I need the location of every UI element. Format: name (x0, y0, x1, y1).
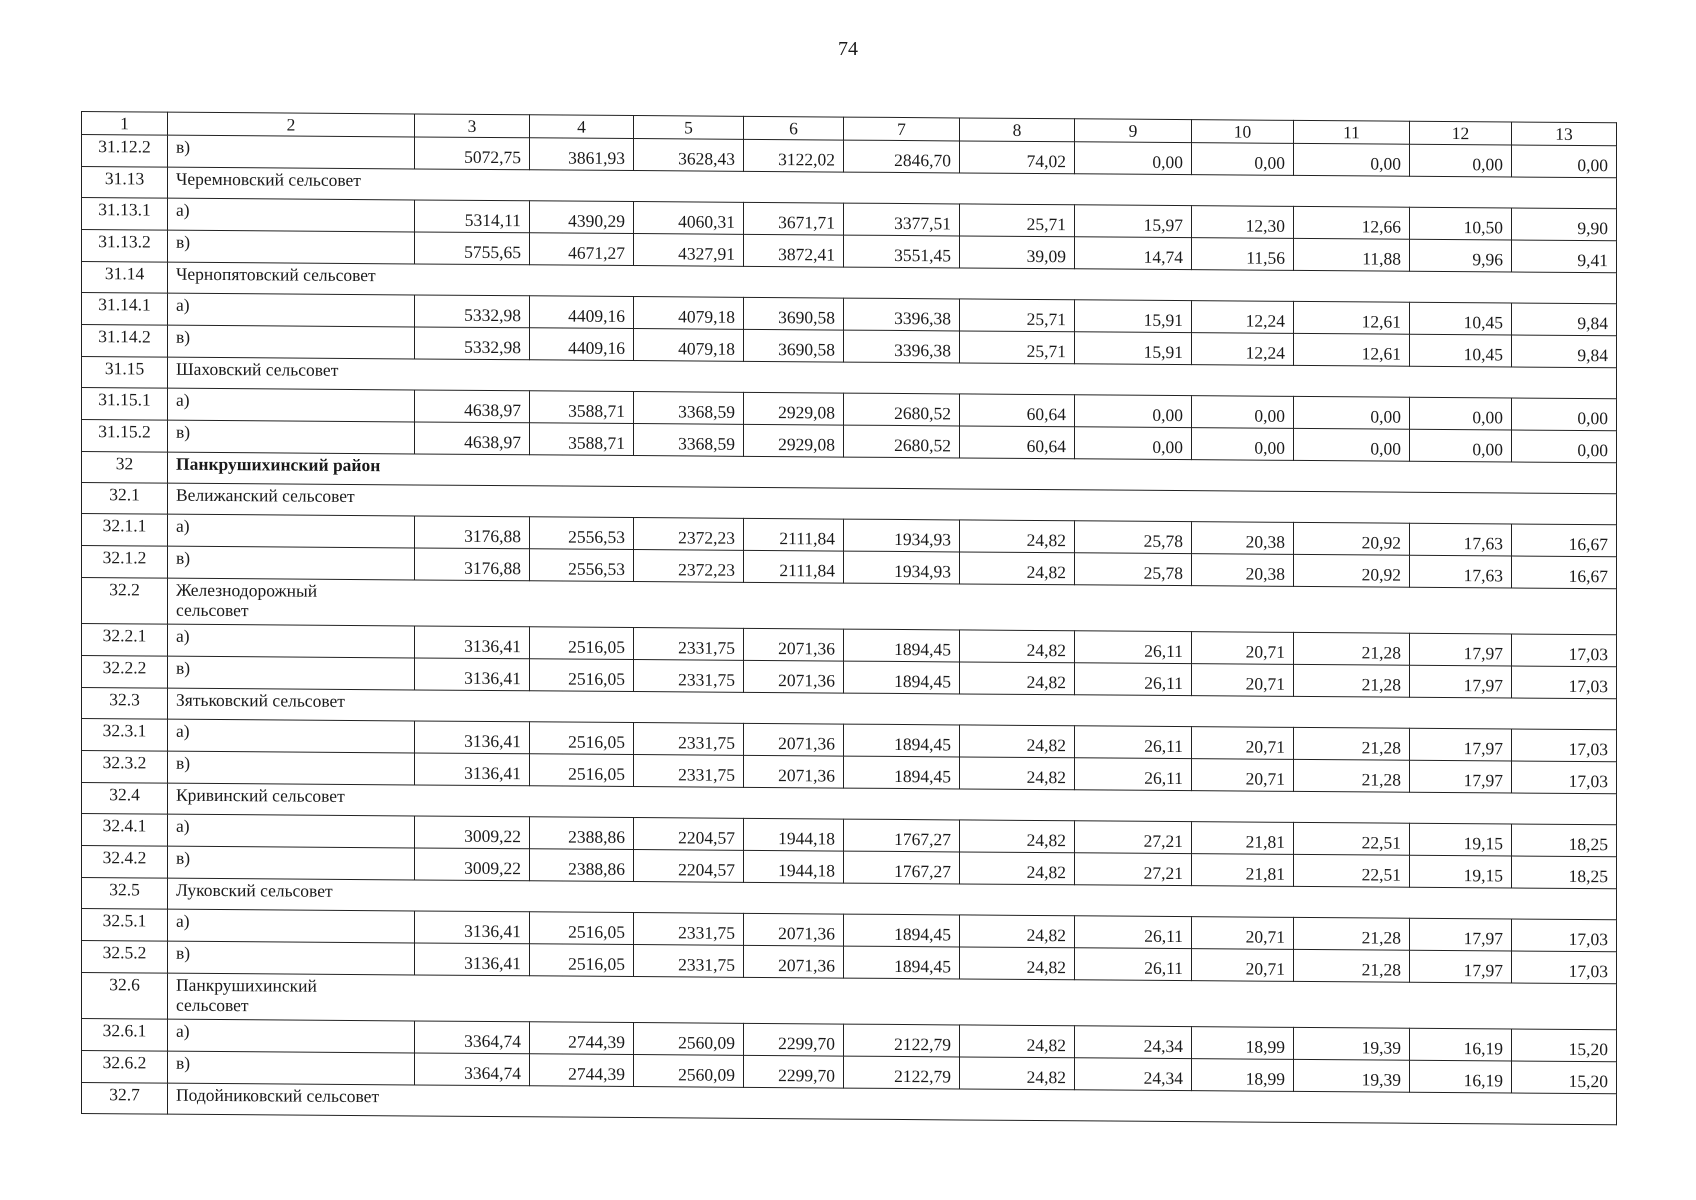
row-code: 32.1.1 (82, 514, 168, 547)
value-cell: 26,11 (1075, 916, 1192, 949)
value-cell: 2516,05 (530, 722, 634, 755)
row-label: в) (168, 846, 415, 880)
value-cell: 21,28 (1294, 759, 1410, 792)
value-cell: 3136,41 (415, 943, 530, 976)
value-cell: 2556,53 (530, 517, 634, 550)
row-label: в) (168, 420, 415, 454)
tariff-table (81, 111, 1617, 1125)
value-cell: 1767,27 (844, 819, 960, 852)
value-cell: 24,82 (960, 820, 1075, 853)
value-cell: 3377,51 (844, 203, 960, 236)
value-cell: 24,82 (960, 852, 1075, 885)
value-cell: 26,11 (1075, 758, 1192, 791)
value-cell: 3368,59 (634, 392, 744, 425)
row-label: в) (168, 325, 415, 359)
value-cell: 12,24 (1192, 301, 1294, 334)
section-name-text: Железнодорожный сельсовет (176, 579, 318, 621)
row-code: 32.2.2 (82, 656, 168, 689)
value-cell: 11,88 (1294, 238, 1410, 271)
value-cell: 18,25 (1512, 824, 1617, 857)
value-cell: 3396,38 (844, 298, 960, 331)
section-name: Велижанский сельсовет (168, 483, 1617, 525)
value-cell: 20,71 (1192, 917, 1294, 950)
section-name: Зятьковский сельсовет (168, 688, 1617, 730)
value-cell: 25,71 (960, 331, 1075, 364)
value-cell: 26,11 (1075, 726, 1192, 759)
value-cell: 26,11 (1075, 663, 1192, 696)
value-cell: 3588,71 (530, 391, 634, 424)
value-cell: 24,82 (960, 725, 1075, 758)
value-cell: 3136,41 (415, 626, 530, 659)
column-header: 5 (634, 116, 744, 140)
value-cell: 4671,27 (530, 233, 634, 266)
value-cell: 3009,22 (415, 816, 530, 849)
value-cell: 2516,05 (530, 912, 634, 945)
value-cell: 3690,58 (744, 297, 844, 330)
value-cell: 2929,08 (744, 392, 844, 425)
value-cell: 2516,05 (530, 944, 634, 977)
value-cell: 2331,75 (634, 945, 744, 978)
value-cell: 5314,11 (415, 200, 530, 233)
row-label: в) (168, 230, 415, 264)
section-name: Панкрушихинский район (168, 452, 1617, 494)
value-cell: 2556,53 (530, 549, 634, 582)
value-cell: 1944,18 (744, 850, 844, 883)
value-cell: 2560,09 (634, 1023, 744, 1056)
value-cell: 4060,31 (634, 202, 744, 235)
column-header: 9 (1075, 119, 1192, 143)
value-cell: 24,82 (960, 757, 1075, 790)
value-cell: 17,63 (1410, 555, 1512, 588)
value-cell: 0,00 (1512, 145, 1617, 178)
value-cell: 2071,36 (744, 628, 844, 661)
value-cell: 2388,86 (530, 849, 634, 882)
value-cell: 0,00 (1294, 428, 1410, 461)
row-code: 32.4.1 (82, 814, 168, 847)
row-code: 31.13 (82, 167, 168, 199)
value-cell: 2331,75 (634, 755, 744, 788)
value-cell: 2299,70 (744, 1055, 844, 1088)
column-header: 2 (168, 112, 415, 137)
value-cell: 5332,98 (415, 295, 530, 328)
value-cell: 2071,36 (744, 723, 844, 756)
section-name: Шаховский сельсовет (168, 357, 1617, 399)
value-cell: 3551,45 (844, 235, 960, 268)
row-label: в) (168, 1051, 415, 1085)
value-cell: 4409,16 (530, 296, 634, 329)
row-code: 31.12.2 (82, 135, 168, 168)
section-name: Чернопятовский сельсовет (168, 262, 1617, 304)
value-cell: 1934,93 (844, 519, 960, 552)
value-cell: 2516,05 (530, 659, 634, 692)
row-label: а) (168, 624, 415, 658)
value-cell: 20,92 (1294, 554, 1410, 587)
value-cell: 16,19 (1410, 1060, 1512, 1093)
value-cell: 0,00 (1192, 143, 1294, 176)
value-cell: 2331,75 (634, 723, 744, 756)
section-name: Подойниковский сельсовет (168, 1083, 1617, 1125)
row-code: 31.15 (82, 357, 168, 389)
row-code: 32.7 (82, 1083, 168, 1115)
row-code: 31.14.1 (82, 293, 168, 326)
value-cell: 3136,41 (415, 658, 530, 691)
row-label: а) (168, 719, 415, 753)
value-cell: 26,11 (1075, 948, 1192, 981)
value-cell: 15,20 (1512, 1029, 1617, 1062)
row-code: 32.6 (82, 973, 168, 1020)
value-cell: 21,81 (1192, 822, 1294, 855)
value-cell: 12,24 (1192, 333, 1294, 366)
value-cell: 24,82 (960, 630, 1075, 663)
value-cell: 21,28 (1294, 632, 1410, 665)
value-cell: 2680,52 (844, 393, 960, 426)
value-cell: 1767,27 (844, 851, 960, 884)
value-cell: 14,74 (1075, 237, 1192, 270)
value-cell: 24,82 (960, 662, 1075, 695)
row-code: 32.4 (82, 783, 168, 815)
value-cell: 2680,52 (844, 425, 960, 458)
value-cell: 0,00 (1075, 142, 1192, 175)
value-cell: 3872,41 (744, 234, 844, 267)
value-cell: 2372,23 (634, 518, 744, 551)
value-cell: 0,00 (1294, 396, 1410, 429)
value-cell: 2122,79 (844, 1024, 960, 1057)
value-cell: 2331,75 (634, 660, 744, 693)
row-code: 31.13.1 (82, 198, 168, 231)
value-cell: 24,82 (960, 552, 1075, 585)
value-cell: 15,97 (1075, 205, 1192, 238)
column-header: 8 (960, 118, 1075, 142)
value-cell: 1894,45 (844, 724, 960, 757)
value-cell: 0,00 (1410, 429, 1512, 462)
value-cell: 24,82 (960, 520, 1075, 553)
value-cell: 3690,58 (744, 329, 844, 362)
value-cell: 12,30 (1192, 206, 1294, 239)
value-cell: 0,00 (1192, 428, 1294, 461)
section-name: Черемновский сельсовет (168, 167, 1617, 209)
value-cell: 1894,45 (844, 914, 960, 947)
row-label: а) (168, 514, 415, 548)
value-cell: 19,39 (1294, 1027, 1410, 1060)
section-name-text: Панкрушихинский сельсовет (176, 974, 317, 1016)
value-cell: 12,66 (1294, 206, 1410, 239)
value-cell: 2204,57 (634, 818, 744, 851)
row-code: 32 (82, 452, 168, 484)
value-cell: 19,15 (1410, 855, 1512, 888)
section-name: Кривинский сельсовет (168, 783, 1617, 825)
value-cell: 17,97 (1410, 665, 1512, 698)
value-cell: 0,00 (1192, 396, 1294, 429)
value-cell: 3122,02 (744, 139, 844, 172)
value-cell: 25,78 (1075, 553, 1192, 586)
value-cell: 24,82 (960, 947, 1075, 980)
value-cell: 9,84 (1512, 303, 1617, 336)
value-cell: 17,03 (1512, 761, 1617, 794)
value-cell: 21,28 (1294, 917, 1410, 950)
row-code: 32.3 (82, 688, 168, 720)
value-cell: 20,71 (1192, 632, 1294, 665)
value-cell: 1944,18 (744, 818, 844, 851)
value-cell: 17,03 (1512, 666, 1617, 699)
value-cell: 0,00 (1075, 395, 1192, 428)
value-cell: 1894,45 (844, 756, 960, 789)
row-label: а) (168, 909, 415, 943)
value-cell: 17,97 (1410, 918, 1512, 951)
column-header: 13 (1512, 122, 1617, 146)
value-cell: 5755,65 (415, 232, 530, 265)
value-cell: 0,00 (1294, 143, 1410, 176)
value-cell: 17,03 (1512, 729, 1617, 762)
value-cell: 17,63 (1410, 523, 1512, 556)
value-cell: 60,64 (960, 394, 1075, 427)
value-cell: 20,92 (1294, 522, 1410, 555)
value-cell: 26,11 (1075, 631, 1192, 664)
row-label: а) (168, 814, 415, 848)
value-cell: 2388,86 (530, 817, 634, 850)
row-label: а) (168, 1019, 415, 1053)
value-cell: 22,51 (1294, 854, 1410, 887)
value-cell: 21,81 (1192, 854, 1294, 887)
row-label: а) (168, 388, 415, 422)
value-cell: 3588,71 (530, 423, 634, 456)
value-cell: 18,25 (1512, 856, 1617, 889)
row-code: 32.4.2 (82, 846, 168, 879)
row-label: в) (168, 751, 415, 785)
value-cell: 2331,75 (634, 913, 744, 946)
value-cell: 2516,05 (530, 754, 634, 787)
column-header: 7 (844, 117, 960, 141)
value-cell: 18,99 (1192, 1027, 1294, 1060)
value-cell: 9,96 (1410, 239, 1512, 272)
column-header: 3 (415, 114, 530, 138)
value-cell: 74,02 (960, 141, 1075, 174)
value-cell: 3009,22 (415, 848, 530, 881)
value-cell: 2111,84 (744, 550, 844, 583)
value-cell: 3364,74 (415, 1021, 530, 1054)
row-code: 32.3.2 (82, 751, 168, 784)
value-cell: 3176,88 (415, 548, 530, 581)
value-cell: 2122,79 (844, 1056, 960, 1089)
value-cell: 1934,93 (844, 551, 960, 584)
value-cell: 9,90 (1512, 208, 1617, 241)
value-cell: 2744,39 (530, 1022, 634, 1055)
value-cell: 9,41 (1512, 240, 1617, 273)
value-cell: 1894,45 (844, 661, 960, 694)
row-code: 32.3.1 (82, 719, 168, 752)
value-cell: 0,00 (1512, 430, 1617, 463)
column-header: 11 (1294, 120, 1410, 144)
table-body (82, 112, 1617, 1125)
value-cell: 12,61 (1294, 301, 1410, 334)
value-cell: 4079,18 (634, 297, 744, 330)
value-cell: 12,61 (1294, 333, 1410, 366)
value-cell: 10,45 (1410, 302, 1512, 335)
value-cell: 2516,05 (530, 627, 634, 660)
row-code: 31.14 (82, 262, 168, 294)
column-header: 10 (1192, 120, 1294, 144)
value-cell: 3176,88 (415, 516, 530, 549)
column-header: 6 (744, 116, 844, 140)
row-code: 32.2.1 (82, 624, 168, 657)
value-cell: 3136,41 (415, 753, 530, 786)
row-code: 32.2 (82, 578, 168, 625)
value-cell: 16,19 (1410, 1028, 1512, 1061)
row-label: в) (168, 656, 415, 690)
value-cell: 1894,45 (844, 629, 960, 662)
value-cell: 18,99 (1192, 1059, 1294, 1092)
row-code: 32.5.1 (82, 909, 168, 942)
value-cell: 17,97 (1410, 950, 1512, 983)
row-label: а) (168, 293, 415, 327)
row-code: 32.1.2 (82, 546, 168, 579)
value-cell: 15,91 (1075, 300, 1192, 333)
row-label: а) (168, 198, 415, 232)
value-cell: 27,21 (1075, 821, 1192, 854)
row-code: 32.6.1 (82, 1019, 168, 1052)
value-cell: 4327,91 (634, 234, 744, 267)
value-cell: 27,21 (1075, 853, 1192, 886)
column-header: 12 (1410, 121, 1512, 145)
value-cell: 3861,93 (530, 138, 634, 171)
value-cell: 22,51 (1294, 822, 1410, 855)
value-cell: 15,91 (1075, 332, 1192, 365)
column-header: 4 (530, 115, 634, 139)
value-cell: 20,38 (1192, 554, 1294, 587)
value-cell: 25,71 (960, 299, 1075, 332)
value-cell: 20,71 (1192, 727, 1294, 760)
value-cell: 10,45 (1410, 334, 1512, 367)
value-cell: 16,67 (1512, 556, 1617, 589)
value-cell: 20,71 (1192, 949, 1294, 982)
value-cell: 19,15 (1410, 823, 1512, 856)
value-cell: 24,82 (960, 915, 1075, 948)
value-cell: 2111,84 (744, 518, 844, 551)
value-cell: 2071,36 (744, 755, 844, 788)
row-label: в) (168, 135, 415, 169)
row-code: 31.14.2 (82, 325, 168, 358)
value-cell: 3628,43 (634, 139, 744, 172)
value-cell: 20,38 (1192, 522, 1294, 555)
value-cell: 3136,41 (415, 911, 530, 944)
row-code: 32.6.2 (82, 1051, 168, 1084)
value-cell: 20,71 (1192, 759, 1294, 792)
value-cell: 4638,97 (415, 422, 530, 455)
value-cell: 39,09 (960, 236, 1075, 269)
value-cell: 25,71 (960, 204, 1075, 237)
value-cell: 17,97 (1410, 760, 1512, 793)
value-cell: 5072,75 (415, 137, 530, 170)
value-cell: 3136,41 (415, 721, 530, 754)
value-cell: 0,00 (1512, 398, 1617, 431)
value-cell: 17,97 (1410, 728, 1512, 761)
row-code: 31.13.2 (82, 230, 168, 263)
value-cell: 21,28 (1294, 664, 1410, 697)
value-cell: 3368,59 (634, 424, 744, 457)
value-cell: 2071,36 (744, 945, 844, 978)
value-cell: 17,03 (1512, 634, 1617, 667)
row-label: в) (168, 941, 415, 975)
row-code: 31.15.2 (82, 420, 168, 453)
value-cell: 2846,70 (844, 140, 960, 173)
row-code: 32.5.2 (82, 941, 168, 974)
value-cell: 4409,16 (530, 328, 634, 361)
page-number: 74 (838, 38, 858, 60)
value-cell: 2071,36 (744, 913, 844, 946)
value-cell: 15,20 (1512, 1061, 1617, 1094)
value-cell: 3396,38 (844, 330, 960, 363)
value-cell: 4390,29 (530, 201, 634, 234)
row-code: 31.15.1 (82, 388, 168, 421)
value-cell: 24,34 (1075, 1026, 1192, 1059)
value-cell: 25,78 (1075, 521, 1192, 554)
value-cell: 5332,98 (415, 327, 530, 360)
row-code: 32.1 (82, 483, 168, 515)
value-cell: 17,97 (1410, 633, 1512, 666)
value-cell: 3671,71 (744, 202, 844, 235)
value-cell: 24,82 (960, 1025, 1075, 1058)
value-cell: 16,67 (1512, 524, 1617, 557)
column-header: 1 (82, 112, 168, 136)
value-cell: 3364,74 (415, 1053, 530, 1086)
value-cell: 19,39 (1294, 1059, 1410, 1092)
value-cell: 2372,23 (634, 550, 744, 583)
value-cell: 2744,39 (530, 1054, 634, 1087)
value-cell: 17,03 (1512, 919, 1617, 952)
tariff-table-wrapper (81, 111, 1616, 1125)
value-cell: 24,82 (960, 1057, 1075, 1090)
value-cell: 1894,45 (844, 946, 960, 979)
value-cell: 2560,09 (634, 1055, 744, 1088)
value-cell: 17,03 (1512, 951, 1617, 984)
row-code: 32.5 (82, 878, 168, 910)
value-cell: 2331,75 (634, 628, 744, 661)
value-cell: 9,84 (1512, 335, 1617, 368)
value-cell: 21,28 (1294, 949, 1410, 982)
row-label: в) (168, 546, 415, 580)
value-cell: 2204,57 (634, 850, 744, 883)
value-cell: 2299,70 (744, 1023, 844, 1056)
value-cell: 11,56 (1192, 238, 1294, 271)
value-cell: 0,00 (1075, 427, 1192, 460)
value-cell: 2071,36 (744, 660, 844, 693)
value-cell: 21,28 (1294, 727, 1410, 760)
value-cell: 24,34 (1075, 1058, 1192, 1091)
value-cell: 20,71 (1192, 664, 1294, 697)
value-cell: 4638,97 (415, 390, 530, 423)
value-cell: 0,00 (1410, 397, 1512, 430)
section-name: Луковский сельсовет (168, 878, 1617, 920)
value-cell: 0,00 (1410, 144, 1512, 177)
value-cell: 2929,08 (744, 424, 844, 457)
value-cell: 60,64 (960, 426, 1075, 459)
value-cell: 4079,18 (634, 329, 744, 362)
value-cell: 10,50 (1410, 207, 1512, 240)
